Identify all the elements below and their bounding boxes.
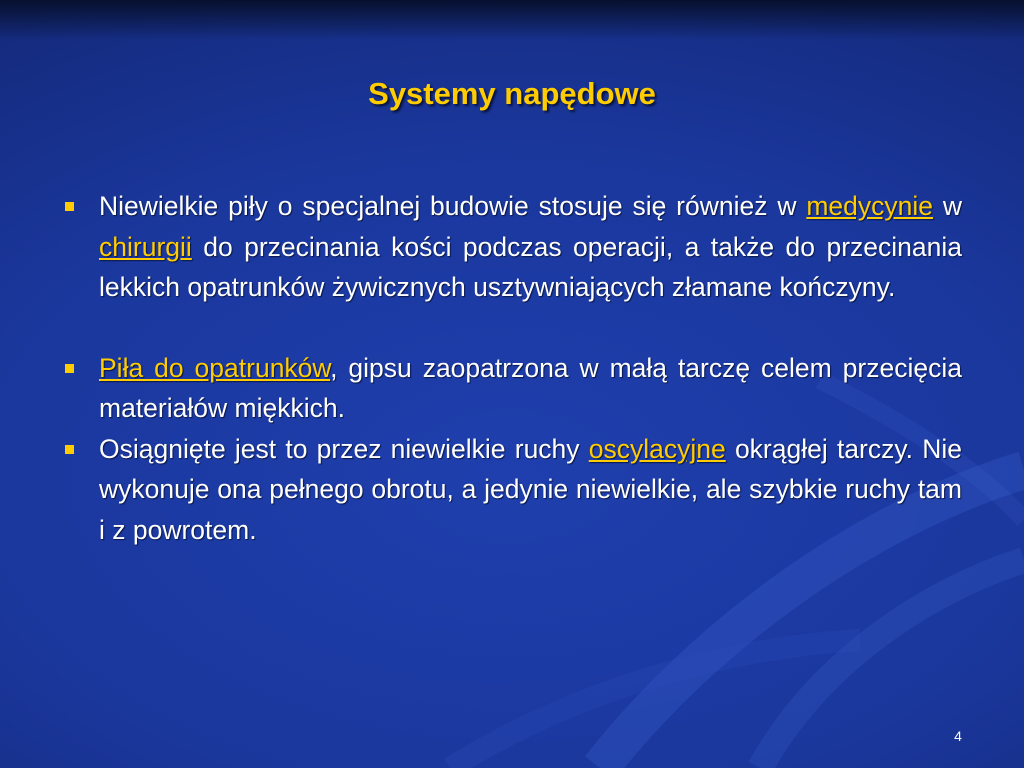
- bullet-item-2: [62, 348, 962, 429]
- bullet-3-text-a: Osiągnięte jest to przez niewielkie ruchy: [99, 433, 589, 464]
- bullet-1-text-b: w: [933, 191, 962, 221]
- link-medycynie[interactable]: medycynie: [806, 191, 933, 221]
- page-number: 4: [954, 728, 962, 744]
- bullet-2-text: , gipsu zaopatrzona w małą tarczę celem przecięcia materiałów miękkich.: [99, 352, 962, 423]
- slide-title: Systemy napędowe: [368, 76, 656, 111]
- link-chirurgii[interactable]: chirurgii: [99, 231, 192, 262]
- bullet-1-text-c: do przecinania kości podczas operacji, a także do przecinania lekkich opatrunków żywicznych usztywniających złamane kończyny.: [99, 231, 962, 302]
- bullet-1-text-a: Niewielkie piły o specjalnej budowie stosuje się również w: [99, 191, 807, 221]
- bullet-square-icon: [65, 364, 74, 373]
- bullet-item-3: [62, 429, 962, 551]
- bullet-square-icon: [65, 202, 74, 211]
- link-pila-do-opatrunkow[interactable]: Piła do opatrunków: [99, 352, 331, 383]
- bullet-3-text-b: okrągłej tarczy. Nie wykonuje ona pełnego obrotu, a jedynie niewielkie, ale szybkie ruchy tam i z powrotem.: [99, 433, 962, 545]
- bullet-list: [62, 186, 962, 550]
- link-oscylacyjne[interactable]: oscylacyjne: [588, 433, 726, 464]
- bullet-item-1: [62, 186, 962, 308]
- bullet-square-icon: [65, 445, 74, 454]
